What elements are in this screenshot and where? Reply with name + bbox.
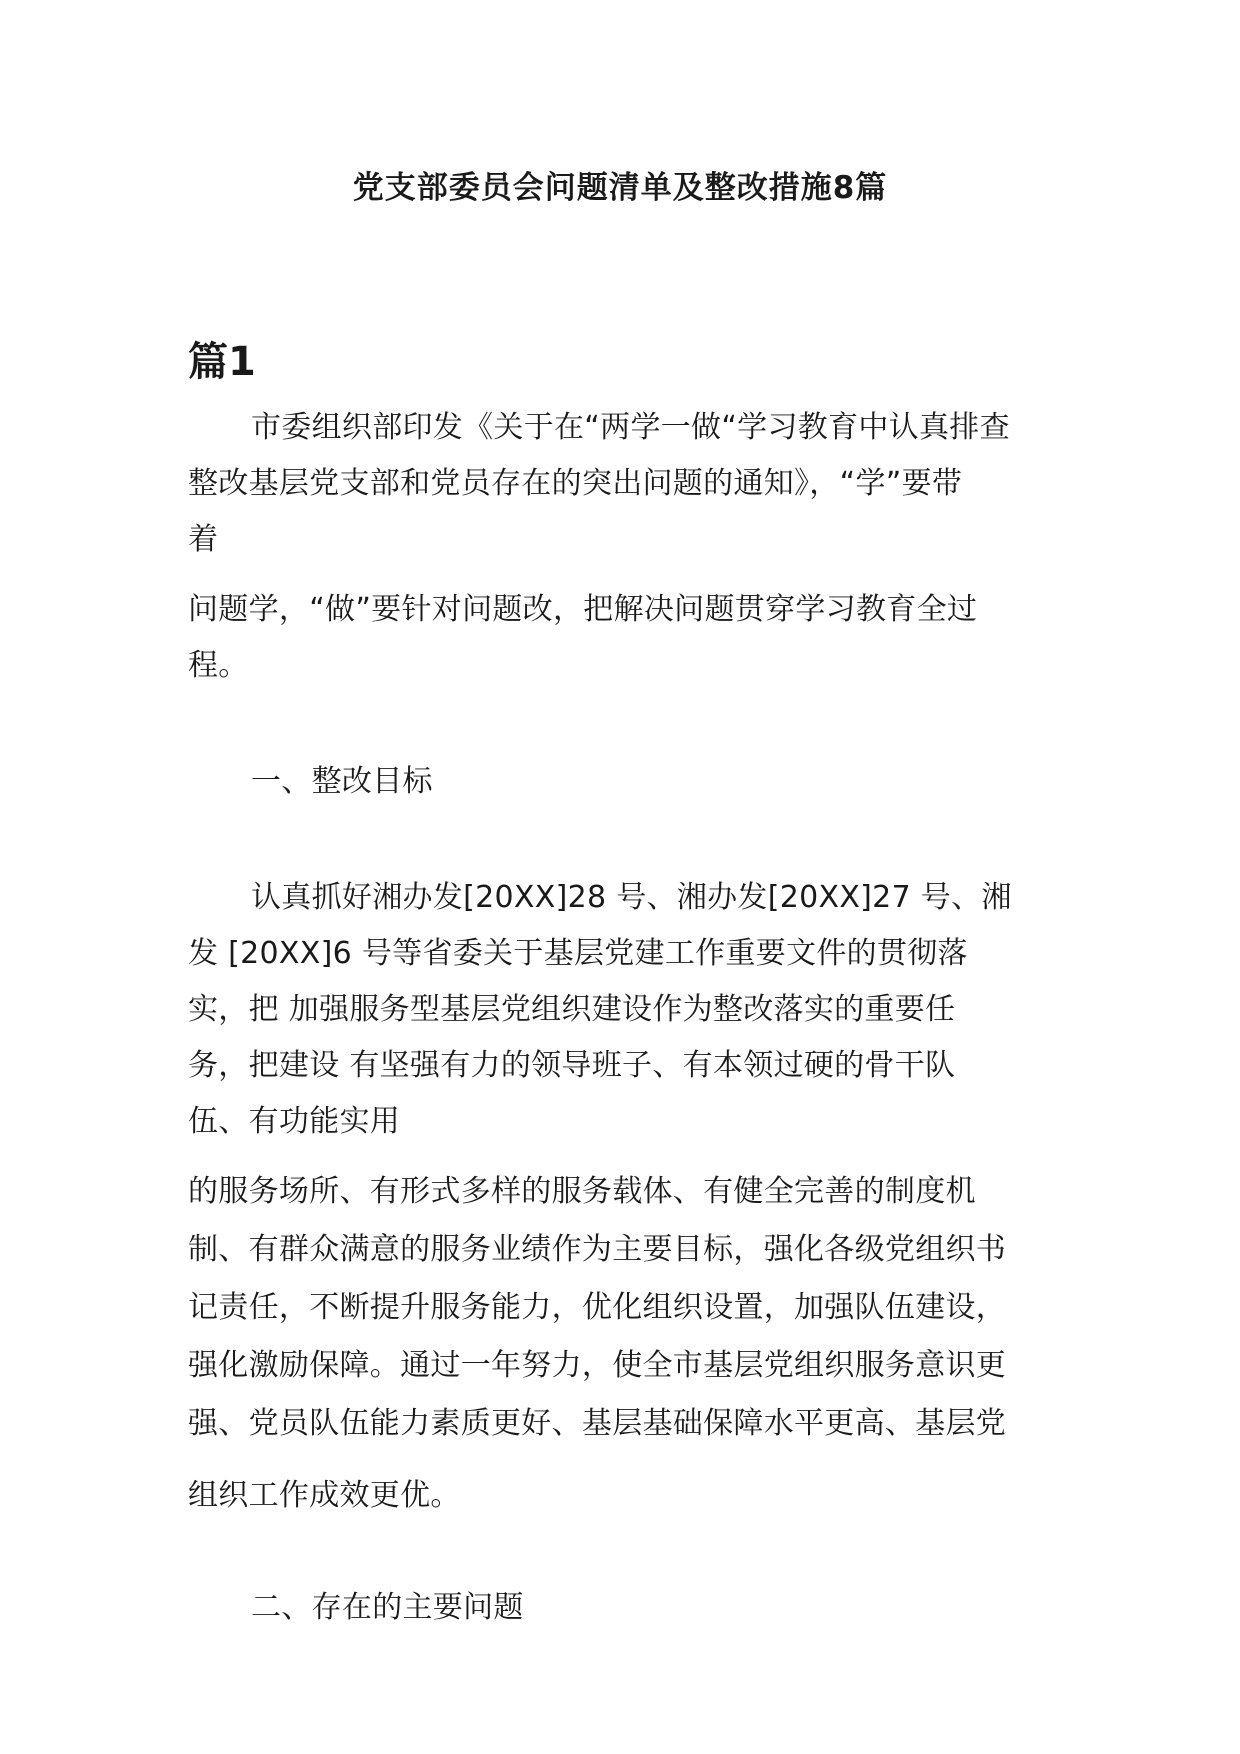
paragraph-line: 组织工作成效更优。 (188, 1478, 461, 1513)
paragraph-line: 发 [20XX]6 号等省委关于基层党建工作重要文件的贯彻落 (188, 936, 968, 971)
paragraph-line: 整改基层党支部和党员存在的突出问题的通知》，“学”要带 (188, 466, 963, 501)
paragraph-line: 务，把建设 有坚强有力的领导班子、有本领过硬的骨干队 (188, 1048, 956, 1083)
paragraph-line: 市委组织部印发《关于在“两学一做“学习教育中认真排查 (251, 410, 1010, 445)
paragraph-line: 伍、有功能实用 (188, 1104, 401, 1139)
paragraph-line: 的服务场所、有形式多样的服务载体、有健全完善的制度机 (188, 1174, 976, 1209)
paragraph-line: 记责任，不断提升服务能力，优化组织设置，加强队伍建设， (188, 1290, 1007, 1325)
paragraph-line: 强化激励保障。通过一年努力，使全市基层党组织服务意识更 (188, 1348, 1007, 1383)
paragraph-line: 问题学，“做”要针对问题改，把解决问题贯穿学习教育全过 (188, 592, 978, 627)
paragraph-line: 程。 (188, 648, 249, 683)
paragraph-line: 制、有群众满意的服务业绩作为主要目标，强化各级党组织书 (188, 1232, 1007, 1267)
section-heading: 篇1 (188, 339, 256, 385)
paragraph-line: 着 (188, 522, 219, 557)
subheading-problems: 二、存在的主要问题 (251, 1590, 524, 1625)
document-title: 党支部委员会问题清单及整改措施8篇 (352, 170, 888, 206)
paragraph-line: 认真抓好湘办发[20XX]28 号、湘办发[20XX]27 号、湘 (251, 880, 1012, 915)
paragraph-line: 强、党员队伍能力素质更好、基层基础保障水平更高、基层党 (188, 1406, 1007, 1441)
subheading-goals: 一、整改目标 (251, 764, 433, 799)
paragraph-line: 实，把 加强服务型基层党组织建设作为整改落实的重要任 (188, 992, 956, 1027)
